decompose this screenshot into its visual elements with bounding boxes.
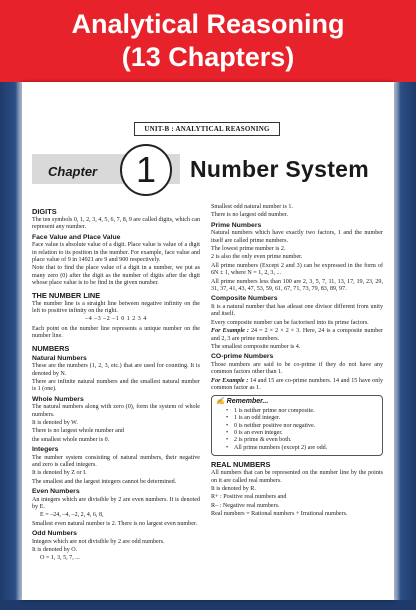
paragraph: There is no largest odd number.: [211, 212, 289, 219]
left-column: [32, 204, 200, 564]
example-paragraph: [211, 328, 383, 343]
remember-title-text: Remember...: [226, 398, 269, 406]
example-text: 24 = 2 × 2 × 2 × 3. Here, 24 is a composite number and 2, 3 are prime numbers.: [211, 328, 383, 342]
paragraph: Real numbers = Rational numbers + Irrational numbers.: [211, 511, 348, 518]
paragraph: It is denoted by R.: [211, 486, 256, 492]
paragraph: The number system consisting of natural numbers, their negative and zero is called integers.: [32, 454, 200, 468]
section-heading-digits: DIGITS: [32, 207, 57, 216]
right-side-band: [394, 82, 416, 600]
banner-subtitle: (13 Chapters): [121, 42, 295, 72]
subheading-whole-numbers: Whole Numbers: [32, 395, 84, 403]
subheading-co-prime-numbers: CO-prime Numbers: [211, 353, 274, 361]
paragraph: All prime numbers less than 100 are 2, 3, 5, 7, 11, 13, 17, 19, 23, 29, 31, 37, 41, 43, 47, 53, 59, 61, 67, 71, 73, 79, 83, 89, 97.: [211, 278, 383, 293]
subheading-integers: Integers: [32, 446, 59, 454]
paragraph: Integers which are not divisible by 2 are odd numbers.: [32, 538, 165, 545]
subheading-even-numbers: Even Numbers: [32, 488, 80, 496]
paragraph: Natural numbers which have exactly two factors, 1 and the number itself are called prime numbers.: [211, 230, 383, 244]
paragraph: E = –24, –4, –2, 2, 4, 6, 8,: [40, 512, 104, 519]
subheading-face-value: Face Value and Place Value: [32, 233, 121, 241]
paragraph: Those numbers are said to be co-prime if they do not have any common factors other than 1.: [211, 361, 383, 376]
paragraph: All numbers that can be represented on the number line by the points on it are called real numbers.: [211, 470, 383, 484]
paragraph: Smallest even natural number is 2. There is no largest even number.: [32, 520, 198, 527]
remember-box: [211, 395, 383, 456]
paragraph: All prime numbers (Except 2 and 3) can be expressed in the form of 6N ± 1, where N = 1, 2, 3, ...: [211, 262, 383, 277]
paragraph: Smallest odd natural number is 1.: [211, 204, 293, 210]
paragraph: Note that to find the place value of a digit in a number, we put as many zero (0) after the digit as the number of digits after the digit whose place value is to be find in the given number.: [32, 265, 200, 287]
list-item: • 0 is neither positive nor negative.: [226, 423, 378, 430]
paragraph: Face value is absolute value of a digit. Place value is value of a digit in relation to its position in the number. For example, face value and place value of 9 in 14921 are 9 and 900 respectively.: [32, 242, 200, 264]
list-item: • 2 is prime & even both.: [226, 437, 378, 444]
example-text: 14 and 15 are co-prime numbers. 14 and 15 have only common factor as 1.: [211, 377, 383, 391]
paragraph: The natural numbers along with zero (0), form the system of whole numbers.: [32, 404, 200, 418]
section-heading-real-numbers: REAL NUMBERS: [211, 460, 271, 470]
paragraph: O = 1, 3, 5, 7, ...: [40, 555, 80, 562]
paragraph: R– : Negative real numbers.: [211, 502, 280, 509]
chapter-header: [32, 144, 382, 190]
example-paragraph: [211, 378, 383, 393]
paragraph: There are infinite natural numbers and the smallest natural number is 1 (one).: [32, 378, 200, 393]
example-label: For Example :: [211, 328, 249, 335]
list-item: • All prime numbers (except 2) are odd.: [226, 445, 378, 452]
chapter-word: Chapter: [48, 164, 98, 179]
book-page: [22, 82, 394, 600]
right-column: [211, 204, 383, 520]
subheading-composite-numbers: Composite Numbers: [211, 295, 278, 303]
paragraph: Every composite number can be factorised into its prime factors.: [211, 319, 369, 326]
left-side-band: [0, 82, 22, 600]
banner-title: Analytical Reasoning: [71, 9, 345, 39]
remember-list: [216, 408, 378, 452]
paragraph: the smallest whole number is 0.: [32, 436, 110, 443]
subheading-odd-numbers: Odd Numbers: [32, 530, 77, 538]
number-line-figure: –4 –3 –2 –1 0 1 2 3 4: [85, 316, 147, 323]
paragraph: It is denoted by W.: [32, 419, 78, 426]
subheading-prime-numbers: Prime Numbers: [211, 221, 262, 229]
pencil-icon: ✍: [216, 398, 225, 406]
bottom-strip: [0, 600, 416, 610]
paragraph: It is denoted by O.: [32, 547, 78, 554]
paragraph: It is denoted by Z or I.: [32, 470, 87, 477]
subheading-natural-numbers: Natural Numbers: [32, 354, 87, 362]
paragraph: The number line is a straight line between negative infinity on the left to positive infinity on the right.: [32, 300, 200, 315]
paragraph: There is no largest whole number and: [32, 428, 124, 435]
paragraph: An integers which are divisible by 2 are even numbers. It is denoted by E.: [32, 496, 200, 510]
title-banner: [0, 0, 416, 82]
chapter-number: 1: [120, 144, 172, 196]
example-label: For Example :: [211, 377, 249, 384]
paragraph: These are the numbers (1, 2, 3, etc.) that are used for counting. It is denoted by N.: [32, 363, 200, 377]
list-item: • 1 is neither prime nor composite.: [226, 408, 378, 415]
paragraph: The smallest and the largest integers cannot be determined.: [32, 478, 177, 485]
paragraph: 2 is also the only even prime number.: [211, 254, 303, 261]
paragraph: The ten symbols 0, 1, 2, 3, 4, 5, 6, 7, 8, 9 are called digits, which can represent any number.: [32, 217, 200, 231]
list-item: • 0 is an even integer.: [226, 430, 378, 437]
section-heading-numbers: NUMBERS: [32, 343, 70, 353]
paragraph: The smallest composite number is 4.: [211, 343, 301, 350]
paragraph: It is a natural number that has atleast one divisor different from unity and itself.: [211, 303, 383, 318]
chapter-title: Number System: [190, 156, 370, 182]
remember-title: [216, 398, 378, 405]
paragraph: R+ : Positive real numbers and: [211, 494, 287, 501]
section-heading-number-line: THE NUMBER LINE: [32, 290, 101, 300]
paragraph: Each point on the number line represents a unique number on the number line.: [32, 325, 200, 340]
unit-label: UNIT-B : ANALYTICAL REASONING: [134, 122, 280, 136]
list-item: • 1 is an odd integer.: [226, 415, 378, 422]
paragraph: The lowest prime number is 2.: [211, 246, 286, 253]
